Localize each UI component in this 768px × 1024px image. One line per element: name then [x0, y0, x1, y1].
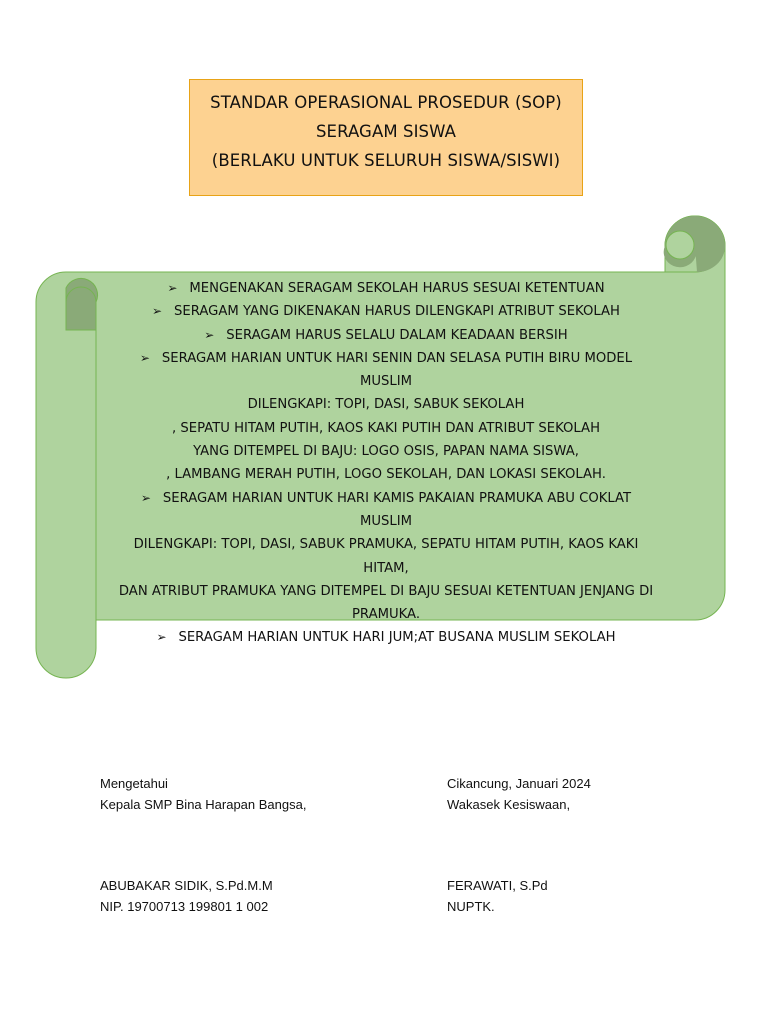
rule-5-detail-2: DAN ATRIBUT PRAMUKA YANG DITEMPEL DI BAJU SESUAI KETENTUAN JENJANG DI [118, 583, 654, 599]
title-line-1: STANDAR OPERASIONAL PROSEDUR (SOP) [210, 93, 562, 112]
bullet-arrow-icon: ➢ [139, 350, 150, 365]
title-line-2: SERAGAM SISWA [315, 122, 457, 141]
rule-4-detail-1: DILENGKAPI: TOPI, DASI, SABUK SEKOLAH [247, 397, 525, 413]
rule-4-detail-3: YANG DITEMPEL DI BAJU: LOGO OSIS, PAPAN NAMA SISWA, [193, 444, 579, 460]
bullet-arrow-icon: ➢ [140, 490, 151, 505]
rule-5: ➢ SERAGAM HARIAN UNTUK HARI KAMIS PAKAIAN PRAMUKA ABU COKLAT [96, 487, 676, 510]
signature-left-name: ABUBAKAR SIDIK, S.Pd.M.M [100, 878, 273, 893]
signature-left-footer [100, 876, 273, 917]
rule-4: ➢ SERAGAM HARIAN UNTUK HARI SENIN DAN SELASA PUTIH BIRU MODEL [96, 347, 676, 370]
bullet-arrow-icon: ➢ [156, 630, 167, 645]
rules-list [96, 277, 676, 650]
rule-6: ➢ SERAGAM HARIAN UNTUK HARI JUM;AT BUSANA MUSLIM SEKOLAH [96, 626, 676, 649]
rule-2: ➢ SERAGAM YANG DIKENAKAN HARUS DILENGKAPI ATRIBUT SEKOLAH [96, 300, 676, 323]
rule-5-detail-1: DILENGKAPI: TOPI, DASI, SABUK PRAMUKA, SEPATU HITAM PUTIH, KAOS KAKI [133, 537, 639, 553]
signature-right-footer [447, 876, 548, 917]
signature-right-header [447, 774, 591, 815]
signature-right-id: NUPTK. [447, 898, 495, 914]
rule-4-continued: MUSLIM [359, 374, 413, 390]
bullet-arrow-icon: ➢ [167, 281, 178, 295]
signature-right-role: Wakasek Kesiswaan, [447, 796, 571, 812]
rule-5-detail-2-continued: PRAMUKA. [351, 607, 421, 623]
bullet-arrow-icon: ➢ [204, 327, 215, 342]
signature-right-place-date: Cikancung, Januari 2024 [447, 776, 591, 791]
signature-left-role: Kepala SMP Bina Harapan Bangsa, [100, 796, 307, 812]
rule-5-continued: MUSLIM [359, 513, 413, 529]
signature-left-id: NIP. 19700713 199801 1 002 [100, 898, 269, 914]
rule-3: ➢ SERAGAM HARUS SELALU DALAM KEADAAN BERSIH [96, 324, 676, 347]
scroll-curl-left [66, 278, 98, 330]
rule-4-detail-4: , LAMBANG MERAH PUTIH, LOGO SEKOLAH, DAN LOKASI SEKOLAH. [166, 467, 606, 483]
signature-left-label: Mengetahui [100, 776, 168, 791]
rule-4-detail-2: , SEPATU HITAM PUTIH, KAOS KAKI PUTIH DAN ATRIBUT SEKOLAH [172, 420, 600, 436]
title-line-3: (BERLAKU UNTUK SELURUH SISWA/SISWI) [211, 151, 561, 170]
rule-5-detail-1-continued: HITAM, [363, 560, 409, 576]
bullet-arrow-icon: ➢ [152, 304, 163, 319]
signature-right-name: FERAWATI, S.Pd [447, 878, 548, 893]
signature-left-header [100, 774, 306, 815]
scroll-curl-top-right-inner [666, 231, 694, 259]
rule-1: ➢ MENGENAKAN SERAGAM SEKOLAH HARUS SESUAI KETENTUAN [96, 277, 676, 300]
